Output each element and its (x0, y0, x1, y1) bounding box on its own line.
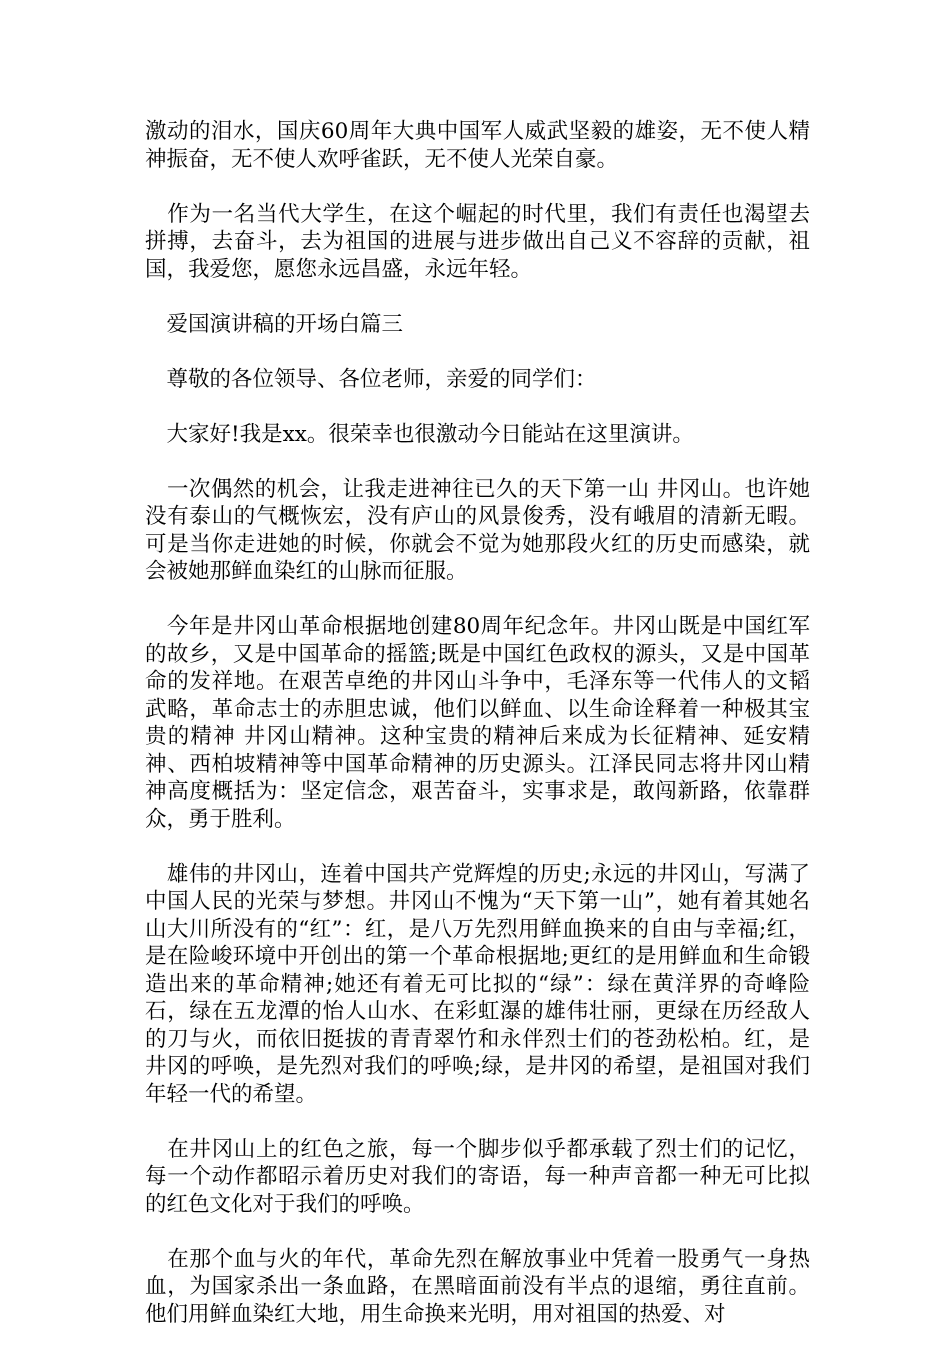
paragraph-9: 在井冈山上的红色之旅，每一个脚步似乎都承载了烈士们的记忆，每一个动作都昭示着历史对我们的寄语，每一种声音都一种无可比拟的红色文化对于我们的呼唤。 (145, 1136, 810, 1217)
salutation: 尊敬的各位领导、各位老师，亲爱的同学们： (145, 366, 597, 392)
paragraph-1: 激动的泪水，国庆60周年大典中国军人威武坚毅的雄姿，无不使人精神振奋，无不使人欢呼雀跃，无不使人光荣自豪。 (145, 119, 810, 172)
paragraph-7: 今年是井冈山革命根据地创建80周年纪念年。井冈山既是中国红军的故乡，又是中国革命的摇篮;既是中国红色政权的源头，又是中国革命的发祥地。在艰苦卓绝的井冈山斗争中，毛泽东等一代伟人的文韬武略，革命志士的赤胆忠诚，他们以鲜血、以生命诠释着一种极其宝贵的精神 井冈山精神。这种宝贵的精神后来成为长征精神、延安精神、西柏坡精神等中国革命精神的历史源头。江泽民同志将井冈山精神高度概括为：坚定信念，艰苦奋斗，实事求是，敢闯新路，依靠群众，勇于胜利。 (145, 614, 810, 832)
paragraph-10: 在那个血与火的年代，革命先烈在解放事业中凭着一股勇气一身热血，为国家杀出一条血路，在黑暗面前没有半点的退缩，勇往直前。他们用鲜血染红大地，用生命换来光明，用对祖国的热爱、对 (145, 1246, 810, 1327)
section-heading: 爱国演讲稿的开场白篇三 (145, 311, 404, 337)
paragraph-8: 雄伟的井冈山，连着中国共产党辉煌的历史;永远的井冈山，写满了中国人民的光荣与梦想。井冈山不愧为“天下第一山”，她有着其她名山大川所没有的“红”：红，是八万先烈用鲜血换来的自由与幸福;红，是在险峻环境中开创出的第一个革命根据地;更红的是用鲜血和生命锻造出来的革命精神;她还有着无可比拟的“绿”：绿在黄洋界的奇峰险石，绿在五龙潭的怡人山水、在彩虹瀑的雄伟壮丽，更绿在历经敌人的刀与火，而依旧挺拔的青青翠竹和永伴烈士们的苍劲松柏。红，是井冈的呼唤，是先烈对我们的呼唤;绿，是井冈的希望，是祖国对我们年轻一代的希望。 (145, 861, 810, 1107)
greeting: 大家好!我是xx。很荣幸也很激动今日能站在这里演讲。 (145, 421, 694, 447)
document-body (145, 118, 810, 1356)
paragraph-2: 作为一名当代大学生，在这个崛起的时代里，我们有责任也渴望去拼搏，去奋斗，去为祖国的进展与进步做出自己义不容辞的贡献，祖国，我爱您，愿您永远昌盛，永远年轻。 (145, 201, 810, 282)
paragraph-6: 一次偶然的机会，让我走进神往已久的天下第一山 井冈山。也许她没有泰山的气概恢宏，没有庐山的风景俊秀，没有峨眉的清新无暇。可是当你走进她的时候，你就会不觉为她那段火红的历史而感染，就会被她那鲜血染红的山脉而征服。 (145, 476, 810, 584)
